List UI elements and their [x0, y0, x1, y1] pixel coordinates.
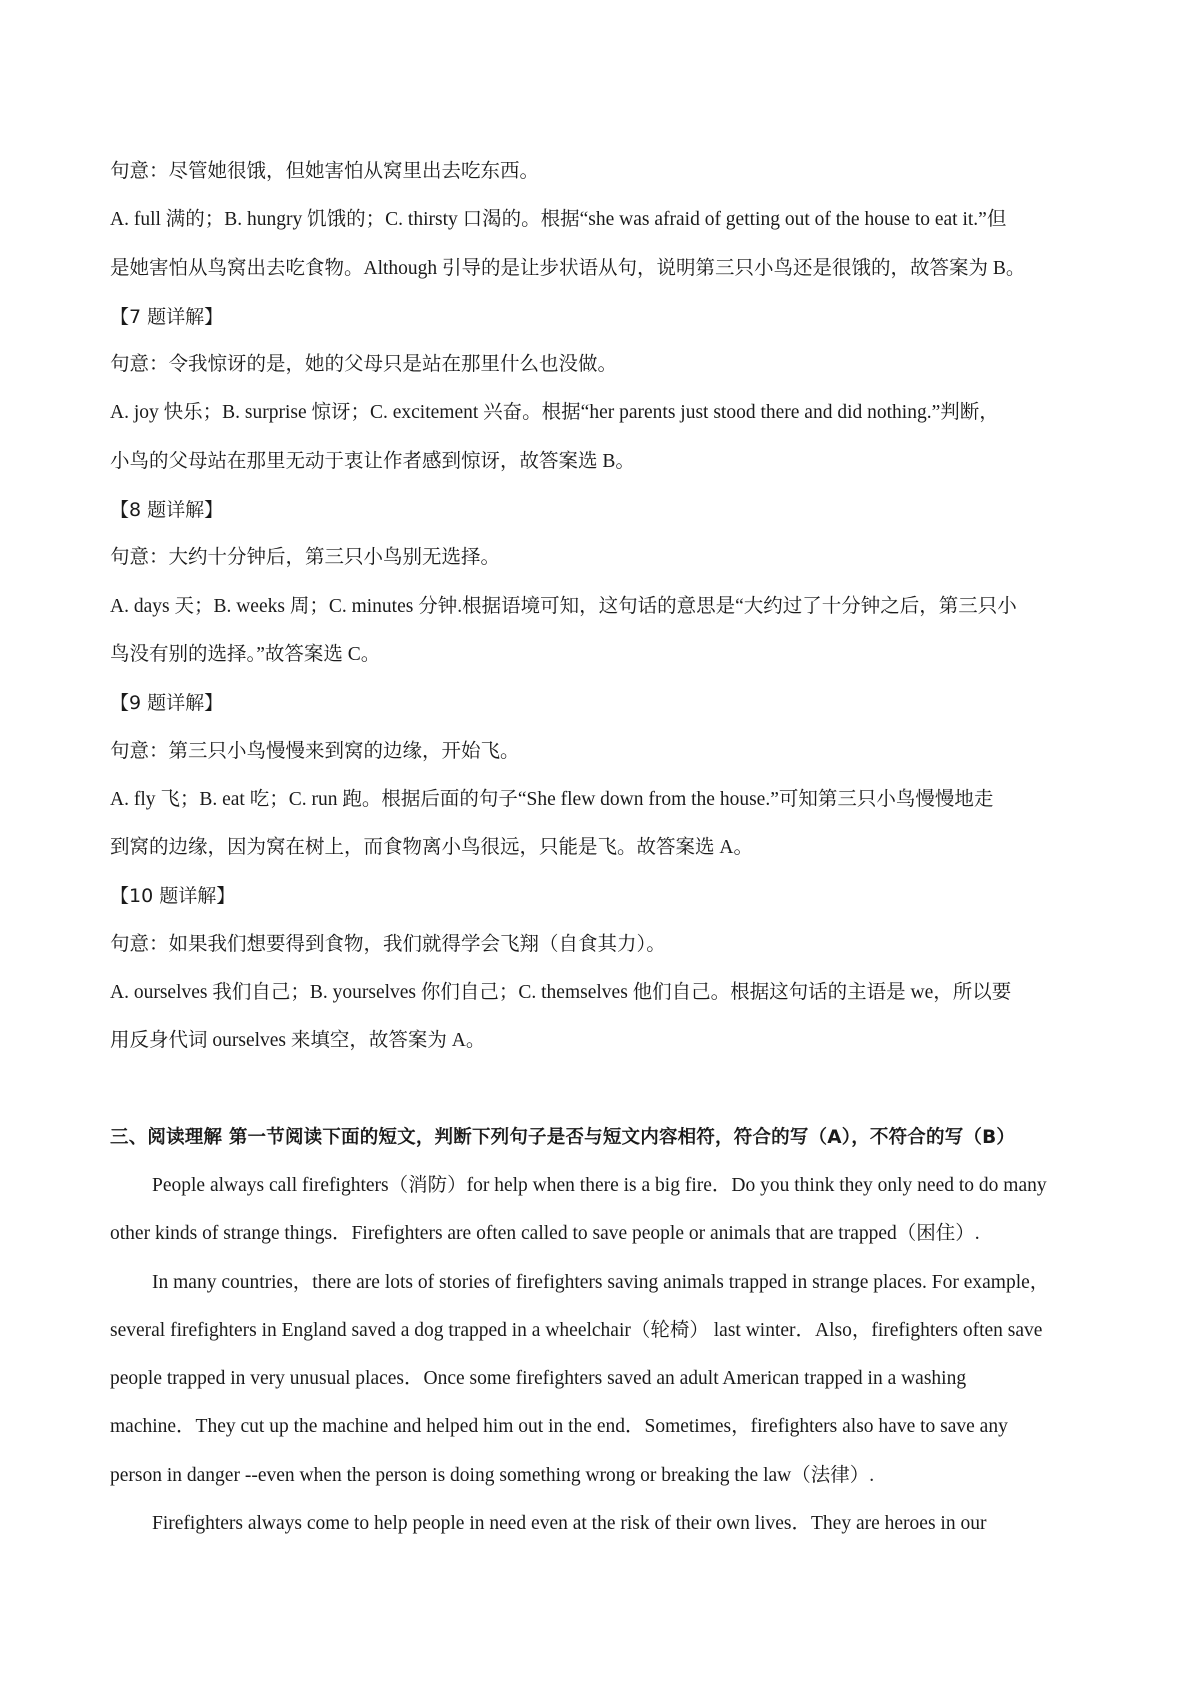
q9-explanation-line1: A. fly 飞；B. eat 吃；C. run 跑。根据后面的句子“She flew down from the house.”可知第三只小鸟慢慢地走 — [110, 788, 994, 810]
q7-explanation-line1: A. joy 快乐；B. surprise 惊讶；C. excitement 兴奋。根据“her parents just stood there and did nothing.”判断， — [110, 402, 999, 424]
q7-section — [110, 293, 1102, 486]
q6-explanation-line2: 是她害怕从鸟窝出去吃食物。Although 引导的是让步状语从句，说明第三只小鸟还是很饿的，故答案为 B。 — [110, 257, 1026, 279]
q6-meaning: 句意：尽管她很饿，但她害怕从窝里出去吃东西。 — [110, 161, 540, 182]
q10-section — [110, 872, 1102, 1065]
q6-section — [110, 148, 1102, 293]
q10-label: 【10 题详解】 — [110, 885, 236, 908]
passage-p2-line5: person in danger --even when the person is doing something wrong or breaking the law（法律）. — [110, 1464, 875, 1486]
q10-explanation-line1: A. ourselves 我们自己；B. yourselves 你们自己；C. themselves 他们自己。根据这句话的主语是 we，所以要 — [110, 982, 1012, 1004]
q6-explanation-line1: A. full 满的；B. hungry 饥饿的；C. thirsty 口渴的。根据“she was afraid of getting out of the house to eat it.”但 — [110, 209, 1007, 231]
q8-label: 【8 题详解】 — [110, 499, 224, 522]
q8-section — [110, 486, 1102, 679]
passage-p2-line1: In many countries，there are lots of stories of firefighters saving animals trapped in strange places. For example， — [152, 1271, 1050, 1293]
section3-heading: 三、阅读理解 第一节阅读下面的短文，判断下列句子是否与短文内容相符，符合的写（A），不符合的写（B） — [110, 1126, 1016, 1148]
passage-p3-line1: Firefighters always come to help people in need even at the risk of their own lives．They are heroes in our — [152, 1513, 987, 1535]
passage-p2-line4: machine．They cut up the machine and helped him out in the end．Sometimes，firefighters also have to save any — [110, 1416, 1008, 1438]
q7-meaning: 句意：令我惊讶的是，她的父母只是站在那里什么也没做。 — [110, 354, 618, 376]
q10-meaning: 句意：如果我们想要得到食物，我们就得学会飞翔（自食其力）。 — [110, 933, 666, 955]
q9-explanation-line2: 到窝的边缘，因为窝在树上，而食物离小鸟很远，只能是飞。故答案选 A。 — [110, 837, 753, 859]
q7-explanation-line2: 小鸟的父母站在那里无动于衷让作者感到惊讶，故答案选 B。 — [110, 450, 635, 472]
q8-explanation-line2: 鸟没有别的选择。”故答案选 C。 — [110, 643, 381, 665]
q7-label: 【7 题详解】 — [110, 305, 224, 328]
passage-p2-line3: people trapped in very unusual places．Once some firefighters saved an adult American trapped in a washing — [110, 1368, 967, 1390]
reading-passage — [110, 1162, 1102, 1548]
passage-p2-line2: several firefighters in England saved a dog trapped in a wheelchair（轮椅） last winter．Also，firefighters often save — [110, 1319, 1043, 1341]
q9-label: 【9 题详解】 — [110, 692, 224, 715]
passage-p1-line2: other kinds of strange things．Firefighters are often called to save people or animals that are trapped（困住）. — [110, 1223, 980, 1245]
q10-explanation-line2: 用反身代词 ourselves 来填空，故答案为 A。 — [110, 1030, 486, 1052]
q9-meaning: 句意：第三只小鸟慢慢来到窝的边缘，开始飞。 — [110, 740, 520, 762]
q8-explanation-line1: A. days 天；B. weeks 周；C. minutes 分钟.根据语境可知，这句话的意思是“大约过了十分钟之后，第三只小 — [110, 595, 1017, 617]
document-page — [110, 148, 1102, 1548]
q8-meaning: 句意：大约十分钟后，第三只小鸟别无选择。 — [110, 547, 501, 569]
q9-section — [110, 679, 1102, 872]
passage-p1-line1: People always call firefighters（消防）for help when there is a big fire．Do you think they only need to do many — [152, 1174, 1047, 1196]
